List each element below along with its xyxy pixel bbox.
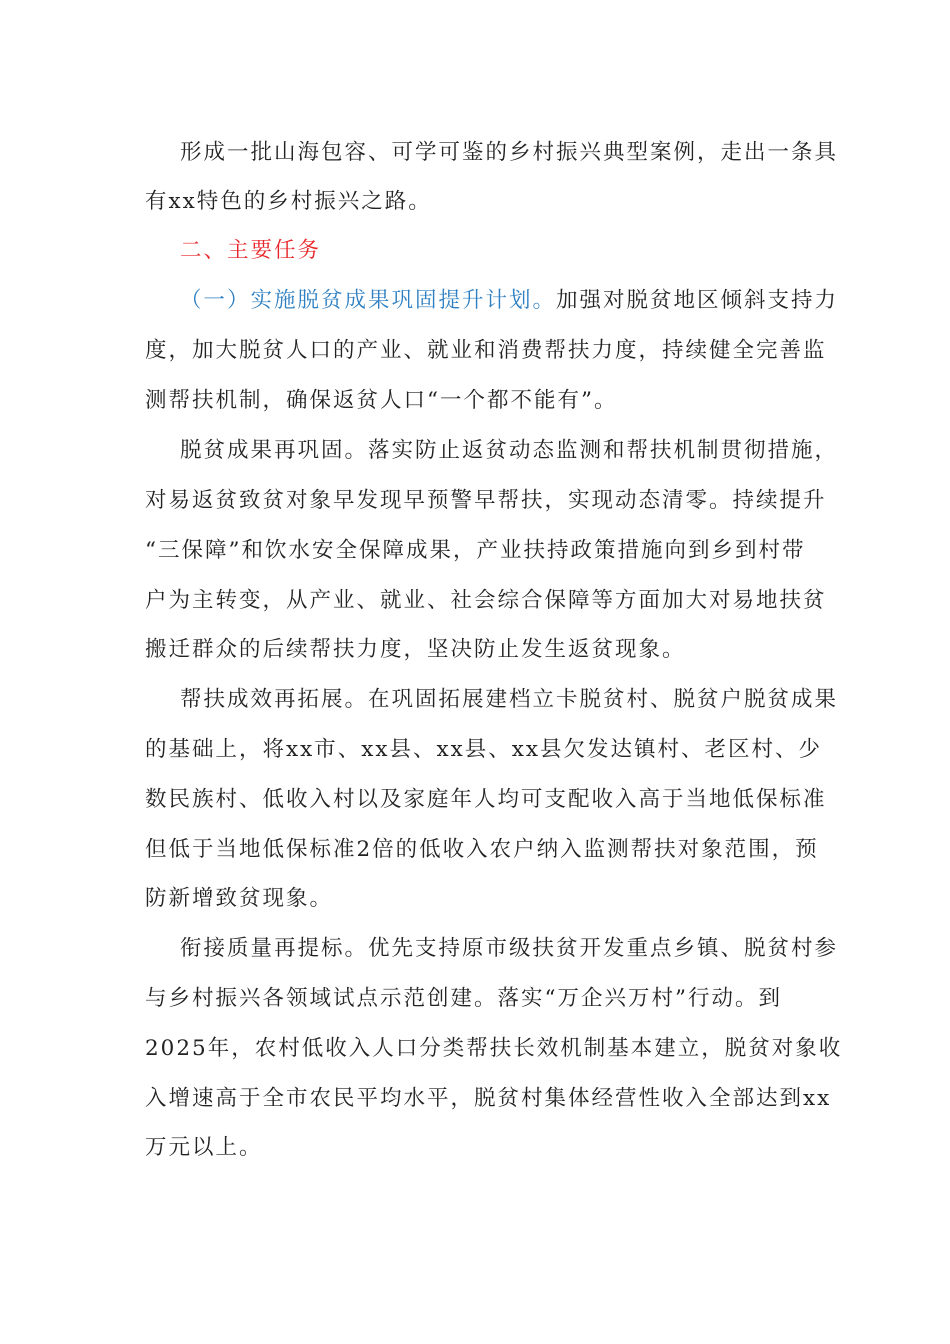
- paragraph-line: 户为主转变，从产业、就业、社会综合保障等方面加大对易地扶贫: [145, 588, 827, 613]
- paragraph-line: 衔接质量再提标。优先支持原市级扶贫开发重点乡镇、脱贫村参: [180, 936, 839, 961]
- section-heading: 二、主要任务: [180, 238, 322, 263]
- paragraph-line: 搬迁群众的后续帮扶力度，坚决防止发生返贫现象。: [145, 637, 686, 662]
- paragraph-line: 万元以上。: [145, 1135, 263, 1160]
- paragraph-line: 但低于当地低保标准2倍的低收入农户纳入监测帮扶对象范围，预: [145, 837, 819, 862]
- paragraph-line: 的基础上，将xx市、xx县、xx县、xx县欠发达镇村、老区村、少: [145, 737, 823, 762]
- subsection-heading: （一）实施脱贫成果巩固提升计划。: [180, 288, 557, 313]
- paragraph-line: “三保障”和饮水安全保障成果，产业扶持政策措施向到乡到村带: [145, 538, 806, 563]
- subsection-line: 测帮扶机制，确保返贫人口“一个都不能有”。: [145, 388, 618, 413]
- paragraph-line: 对易返贫致贫对象早发现早预警早帮扶，实现动态清零。持续提升: [145, 488, 827, 513]
- subsection-first-line-rest: 加强对脱贫地区倾斜支持力: [556, 288, 839, 313]
- subsection-line: 度，加大脱贫人口的产业、就业和消费帮扶力度，持续健全完善监: [145, 338, 827, 363]
- subsection-first-line: [180, 284, 839, 318]
- paragraph-line: 防新增致贫现象。: [145, 886, 334, 911]
- intro-line: 形成一批山海包容、可学可鉴的乡村振兴典型案例，走出一条具: [180, 140, 839, 165]
- intro-line: 有xx特色的乡村振兴之路。: [145, 189, 432, 214]
- paragraph-line: 脱贫成果再巩固。落实防止返贫动态监测和帮扶机制贯彻措施，: [180, 438, 839, 463]
- paragraph-line: 数民族村、低收入村以及家庭年人均可支配收入高于当地低保标准: [145, 787, 827, 812]
- paragraph-line: 2025年，农村低收入人口分类帮扶长效机制基本建立，脱贫对象收: [145, 1036, 843, 1061]
- paragraph-line: 入增速高于全市农民平均水平，脱贫村集体经营性收入全部达到xx: [145, 1086, 832, 1111]
- paragraph-line: 与乡村振兴各领域试点示范创建。落实“万企兴万村”行动。到: [145, 986, 782, 1011]
- paragraph-line: 帮扶成效再拓展。在巩固拓展建档立卡脱贫村、脱贫户脱贫成果: [180, 687, 839, 712]
